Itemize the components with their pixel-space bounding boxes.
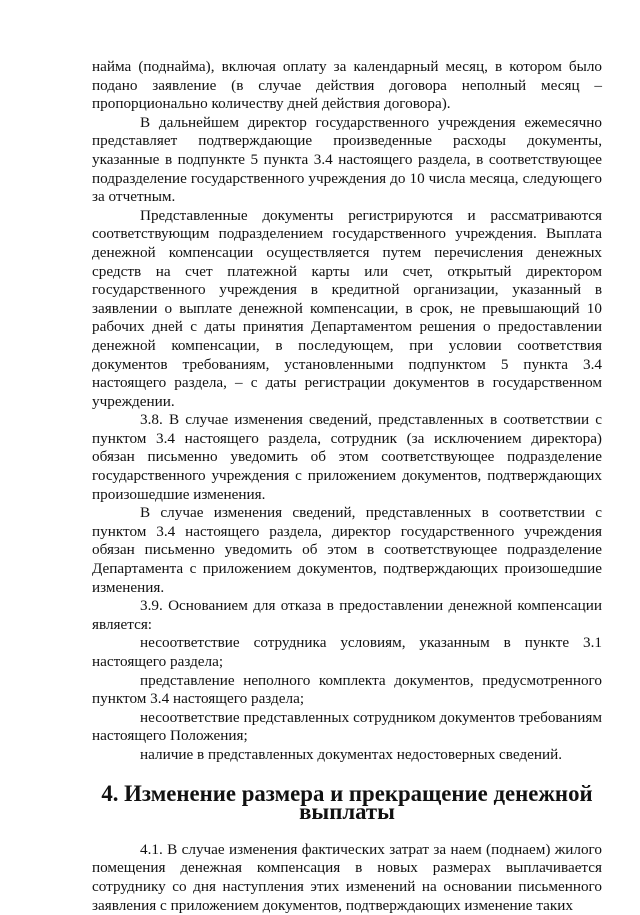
paragraph-registration-payment: Представленные документы регистрируются и рассматриваются соответствующим подразделением государственного учреждения. Выплата денежной компенсации осуществляется путем перечисления денежных средств на счет платежной карты или счет, открытый директором государственного учреждения в кредитной организации, указанный в заявлении о выплате денежной компенсации, в срок, не превышающий 10 рабочих дней с даты принятия Департаментом решения о предоставлении денежной компенсации, в последующем, при условии соответствия документов требованиям, установленными подпунктом 5 пункта 3.4 настоящего раздела, – с даты регистрации документов в государственном учреждении. — [92, 206, 602, 410]
list-item-refusal-3: несоответствие представленных сотрудником документов требованиям настоящего Положения; — [92, 708, 602, 745]
document-page — [92, 58, 602, 915]
paragraph-4-1: 4.1. В случае изменения фактических затрат за наем (поднаем) жилого помещения денежная компенсация в новых размерах выплачивается сотруднику со дня наступления этих изменений на основании письменного заявления с приложением документов, подтверждающих изменение таких — [92, 840, 602, 914]
paragraph-3-8: 3.8. В случае изменения сведений, представленных в соответствии с пунктом 3.4 настоящего раздела, сотрудник (за исключением директора) обязан письменно уведомить об этом соответствующее подразделение государственного учреждения с приложением документов, подтверждающих произошедшие изменения. — [92, 411, 602, 503]
section-heading: 4. Изменение размера и прекращение денежной выплаты — [101, 780, 593, 825]
list-item-refusal-2: представление неполного комплекта документов, предусмотренного пунктом 3.4 настоящего раздела; — [92, 671, 602, 708]
list-item-refusal-1: несоответствие сотрудника условиям, указанным в пункте 3.1 настоящего раздела; — [92, 634, 602, 670]
paragraph-3-9: 3.9. Основанием для отказа в предоставлении денежной компенсации является: — [92, 597, 602, 633]
list-item-refusal-4: наличие в представленных документах недостоверных сведений. — [140, 745, 563, 763]
paragraph-director-notice: В случае изменения сведений, представленных в соответствии с пунктом 3.4 настоящего раздела, директор государственного учреждения обязан письменно уведомить об этом в соответствующее подразделение Департамента с приложением документов, подтверждающих произошедшие изменения. — [92, 504, 602, 596]
paragraph-continuation: найма (поднайма), включая оплату за календарный месяц, в котором было подано заявление (в случае действия договора неполный месяц – пропорционально количеству дней действия договора). — [92, 58, 602, 113]
paragraph-monthly-documents: В дальнейшем директор государственного учреждения ежемесячно представляет подтверждающие произведенные расходы документы, указанные в подпункте 5 пункта 3.4 настоящего раздела, в соответствующее подразделение государственного учреждения до 10 числа месяца, следующего за отчетным. — [92, 113, 602, 206]
